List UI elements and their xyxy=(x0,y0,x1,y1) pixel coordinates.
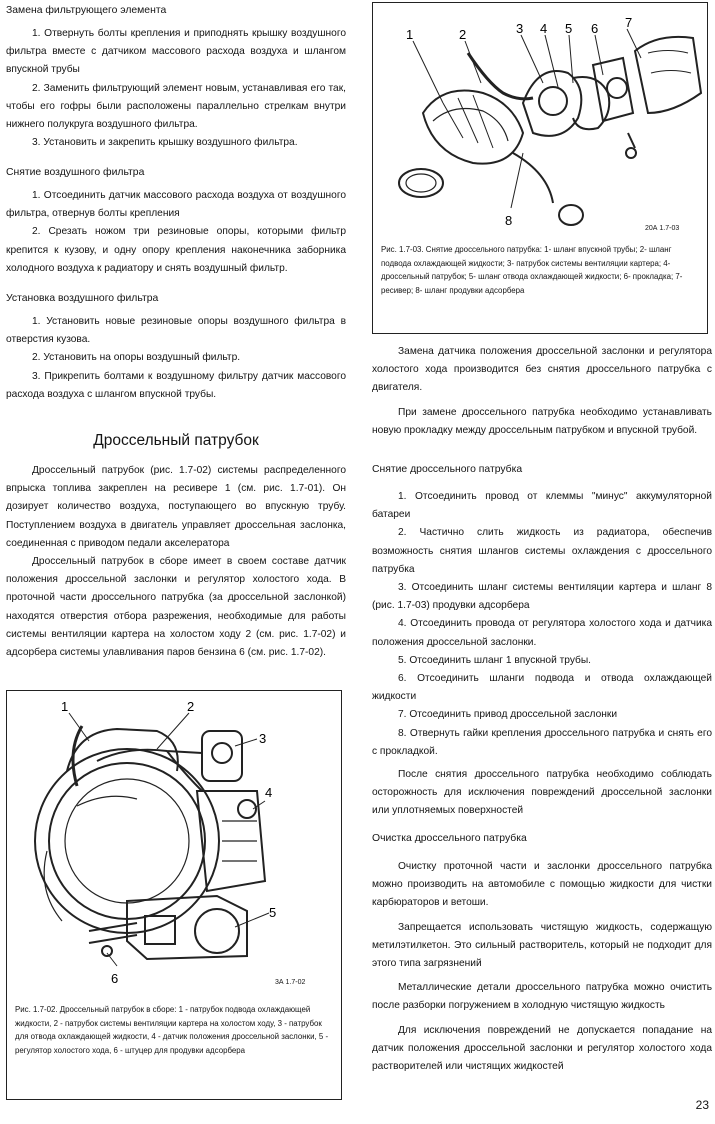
paragraph: Дроссельный патрубок (рис. 1.7-02) системы распределенного впрыска топлива закреплен на ресивере 1 (см. рис. 1.7-01). Он дозирует количество воздуха, поступающего во впускную трубу. Поступлением воздуха в двигатель управляет дроссельная заслонка, соединенная с приводом педали акселератора xyxy=(6,465,346,549)
paragraph: После снятия дроссельного патрубка необходимо соблюдать осторожность для исключения повреждений дроссельной заслонки или уплотняемых поверхностей xyxy=(372,769,712,817)
figure-caption: Рис. 1.7-02. Дроссельный патрубок в сборе: 1 - патрубок подвода охлаждающей жидкости, 2 - патрубок системы вентиляции картера на холостом ходу, 3 - патрубок для отвода охлаждающей жидкости, 4 - датчик положения дроссельной заслонки, 5 - регулятор холостого хода, 6 - штуцер для продувки адсорбера xyxy=(15,1005,329,1055)
step-item: 4. Отсоединить провода от регулятора холостого хода и датчика положения дроссельной заслонки. xyxy=(372,618,712,648)
fig3-label-5: 5 xyxy=(565,21,573,36)
section-title-throttle-cleaning: Очистка дроссельного патрубка xyxy=(372,833,527,844)
fig3-label-2: 2 xyxy=(459,27,467,42)
paragraph: Для исключения повреждений не допускается попадание на датчик положения дроссельной заслонки и регулятор холостого хода растворителей или чистящих жидкостей xyxy=(372,1024,712,1073)
throttle-body-drawing xyxy=(7,691,341,991)
paragraph: 2. Установить на опоры воздушный фильтр. xyxy=(32,352,241,364)
section-title-throttle-removal: Снятие дроссельного патрубка xyxy=(372,464,523,475)
fig2-label-2: 2 xyxy=(187,699,195,714)
step-item: 1. Отсоединить провод от клеммы "минус" аккумуляторной батареи xyxy=(372,491,712,521)
paragraph: 3. Установить и закрепить крышку воздушного фильтра. xyxy=(32,137,298,149)
chapter-heading: Дроссельный патрубок xyxy=(93,432,259,449)
fig2-label-6: 6 xyxy=(111,971,119,986)
paragraph: 2. Заменить фильтрующий элемент новым, устанавливая его так, чтобы его гофры были расположены параллельно стрелкам внутри нижнего полукруга воздушного фильтра. xyxy=(6,82,346,131)
throttle-removal-drawing xyxy=(373,3,707,238)
paragraph: 3. Прикрепить болтами к воздушному фильтру датчик массового расхода воздуха с шлангом впускной трубы. xyxy=(6,370,346,400)
step-item: 6. Отсоединить шланги подвода и отвода охлаждающей жидкости xyxy=(372,673,712,703)
fig3-label-7: 7 xyxy=(625,15,633,30)
paragraph: 2. Срезать ножом три резиновые опоры, которыми фильтр крепится к кузову, и одну опору крепления наконечника заборника холодного воздуха к радиатору и снять воздушный фильтр. xyxy=(6,226,346,274)
page-number: 23 xyxy=(695,1098,709,1112)
paragraph: Металлические детали дроссельного патрубка можно очистить после разборки погружением в холодную чистящую жидкость xyxy=(372,982,712,1012)
paragraph: 1. Установить новые резиновые опоры воздушного фильтра в отверстия кузова. xyxy=(6,316,346,346)
fig3-label-8: 8 xyxy=(505,213,513,228)
fig2-label-4: 4 xyxy=(265,785,273,800)
figure-1-7-03 xyxy=(372,2,708,334)
step-item: 3. Отсоединить шланг системы вентиляции картера и шланг 8 (рис. 1.7-03) продувки адсорбера xyxy=(372,582,712,612)
section-title-filter-element: Замена фильтрующего элемента xyxy=(6,5,167,16)
section-title-filter-removal: Снятие воздушного фильтра xyxy=(6,167,145,178)
figure-code: 20А 1.7-03 xyxy=(645,225,680,232)
figure-caption: Рис. 1.7-03. Снятие дроссельного патрубка: 1- шланг впускной трубы; 2- шланг подвода охлаждающей жидкости; 3- патрубок системы вентиляции картера; 4- дроссельный патрубок; 5- шланг отвода охлаждающей жидкости; 6- прокладка; 7- ресивер; 8- шланг продувки адсорбера xyxy=(381,245,683,295)
fig3-label-4: 4 xyxy=(540,21,548,36)
paragraph: Дроссельный патрубок в сборе имеет в своем составе датчик положения дроссельной заслонки и регулятор холостого хода. В проточной части дроссельного патрубка (за дроссельной заслонкой) находятся отверстия отбора разрежения, необходимые для работы системы вентиляции картера на холостом ходу 2 (см. рис. 1.7-02) и адсорбера системы улавливания паров бензина 6 (см. рис. 1.7-02). xyxy=(6,556,346,659)
step-item: 7. Отсоединить привод дроссельной заслонки xyxy=(398,709,618,721)
fig2-label-5: 5 xyxy=(269,905,277,920)
section-title-filter-install: Установка воздушного фильтра xyxy=(6,293,159,304)
step-item: 2. Частично слить жидкость из радиатора, обеспечив возможность снятия шлангов системы охлаждения с дроссельного патрубка xyxy=(372,527,712,575)
fig3-label-1: 1 xyxy=(406,27,414,42)
fig2-label-1: 1 xyxy=(61,699,69,714)
figure-code: 3А 1.7-02 xyxy=(275,979,306,986)
paragraph: Очистку проточной части и заслонки дроссельного патрубка можно производить на автомобиле с помощью жидкости для чистки карбюраторов и ветоши. xyxy=(372,861,712,909)
step-item: 8. Отвернуть гайки крепления дроссельного патрубка и снять его с прокладкой. xyxy=(372,727,712,757)
fig3-label-6: 6 xyxy=(591,21,599,36)
paragraph: 1. Отсоединить датчик массового расхода воздуха от воздушного фильтра, отвернув болты крепления xyxy=(6,190,346,220)
paragraph: При замене дроссельного патрубка необходимо устанавливать новую прокладку между дроссельным патрубком и впускной трубой. xyxy=(372,406,712,436)
fig2-label-3: 3 xyxy=(259,731,267,746)
fig3-label-3: 3 xyxy=(516,21,524,36)
paragraph: Замена датчика положения дроссельной заслонки и регулятора холостого хода производится без снятия дроссельного патрубка с двигателя. xyxy=(372,346,712,394)
step-item: 5. Отсоединить шланг 1 впускной трубы. xyxy=(398,654,592,666)
figure-1-7-02 xyxy=(6,690,342,1100)
paragraph: Запрещается использовать чистящую жидкость, содержащую метилэтилкетон. Это сильный растворитель, который не подходит для этого типа загрязнений xyxy=(372,921,712,970)
paragraph: 1. Отвернуть болты крепления и приподнять крышку воздушного фильтра вместе с датчиком массового расхода воздуха и шлангом впускной трубы xyxy=(6,28,346,76)
